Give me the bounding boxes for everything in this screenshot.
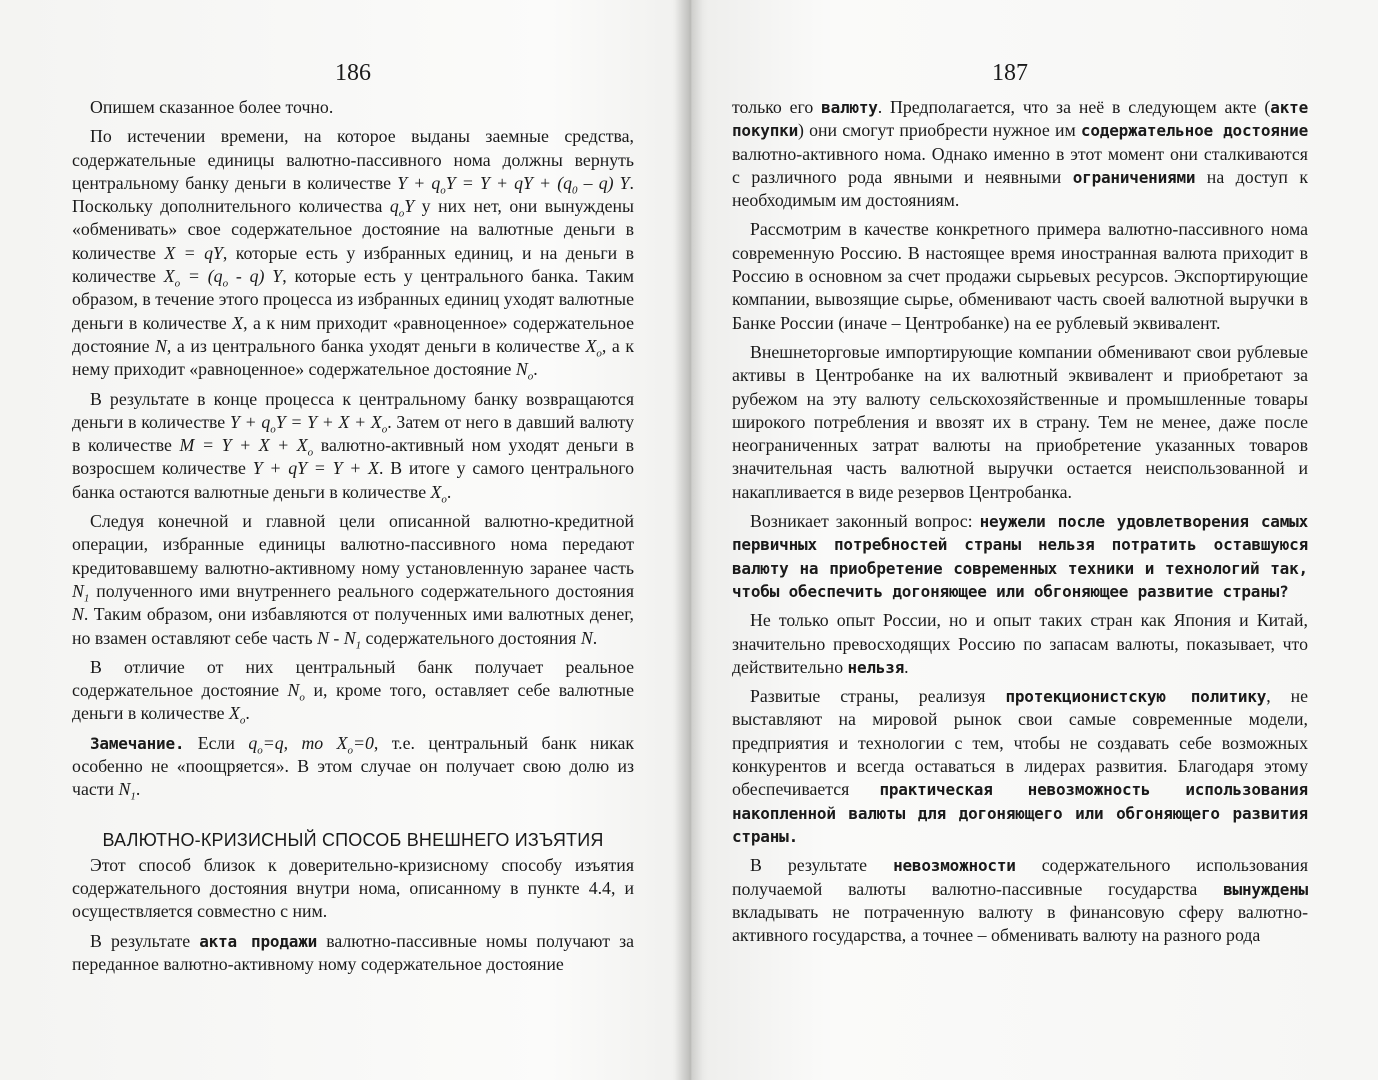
formula: Y = Y + X + X	[275, 411, 382, 432]
formula: N	[72, 604, 84, 625]
text-run: В отличие от них центральный банк получает реальное содержательное достояние	[72, 656, 634, 701]
formula: Y + q	[229, 411, 271, 432]
paragraph	[72, 656, 634, 726]
text-run: Если	[184, 732, 249, 753]
subscript: o	[270, 423, 276, 436]
subscript: 0	[572, 184, 578, 197]
emphasis: неужели после удовлетворения самых первичных потребностей страны нельзя потратить оставшуюся валюту на приобретение современных техники и технологий так, чтобы обеспечить догоняющее или обгоняющее развитие страны?	[732, 512, 1308, 601]
formula: X	[163, 266, 175, 287]
text-run: .	[135, 779, 141, 800]
subscript: o	[398, 207, 405, 220]
subscript: 1	[83, 592, 90, 605]
paragraph	[72, 732, 634, 802]
subscript: 1	[130, 790, 136, 803]
emphasis: Замечание.	[90, 733, 185, 753]
subscript: o	[441, 493, 447, 506]
subscript: o	[257, 744, 263, 757]
formula: N	[580, 627, 593, 648]
right-page	[690, 0, 1378, 1080]
formula: X	[229, 703, 240, 724]
formula: q	[248, 732, 258, 753]
paragraph	[72, 510, 634, 650]
text-run: В результате	[750, 855, 894, 876]
text-run: валютно-пассивные номы получают за переданное валютно-активному ному содержательное достояние	[72, 930, 634, 974]
subscript: o	[222, 277, 229, 290]
formula: M = Y + X + X	[179, 435, 308, 456]
text-run: , т.е. центральный банк никак особенно не «поощряется». В этом случае он получает свою долю из части	[72, 732, 634, 800]
subscript: o	[381, 423, 388, 436]
text-run: валютно-активного нома. Однако именно в этот момент они сталкиваются с различного рода явными и неявными	[732, 143, 1308, 187]
text-run: .	[904, 656, 909, 677]
section-heading: ВАЛЮТНО-КРИЗИСНЫЙ СПОСОБ ВНЕШНЕГО ИЗЪЯТИЯ	[102, 829, 604, 850]
subscript: o	[347, 744, 353, 757]
paragraph: Рассмотрим в качестве конкретного примера валютно-пассивного нома современную Россию. В настоящее время иностранная валюта приходит в Россию в основном за счет продажи сырьевых ресурсов. Экспортирующие компании, вывозящие сырье, обменивают часть своей валютной выручки в Банке России (иначе – Центробанке) на ее рублевый эквивалент.	[732, 219, 1308, 333]
text-run: , не выставляют на мировой рынок свои самые современные модели, предприятия и технологии с тем, чтобы не создавать себе возможных конкурентов и всегда оставаться в лидерах развития. Благодаря этому обеспечивается	[732, 686, 1308, 800]
emphasis: протекционистскую политику	[1005, 687, 1267, 707]
text-run: . Предполагается, что за неё в следующем акте (	[877, 97, 1271, 117]
text-run: Не только опыт России, но и опыт таких стран как Япония и Китай, значительно превосходящих Россию по запасам валюты, показывает, что действительно	[732, 610, 1308, 677]
emphasis: вынуждены	[1223, 879, 1308, 899]
formula: Y + qY = Y + X	[252, 458, 379, 479]
text-run: содержательного достояния	[361, 627, 581, 648]
paragraph: Этот способ близок к доверительно-кризисному способу изъятия содержательного достояния внутри нома, описанному в пункте 4.4, и осуществляется совместно с ним.	[72, 854, 634, 922]
text-run: , которые есть у центрального банка. Таким образом, в течение этого процесса из избранных единиц уходят валютные деньги в количестве	[72, 266, 634, 333]
text-run: и, кроме того, оставляет себе валютные деньги в количестве	[72, 680, 634, 724]
formula: X = qY	[164, 242, 223, 263]
formula: - q) Y	[228, 266, 283, 287]
emphasis: содержательное достояние	[1080, 121, 1309, 141]
text-run: .	[592, 627, 598, 648]
text-run: полученного ими внутреннего реального содержательного достояния	[89, 580, 634, 601]
subscript: o	[174, 277, 181, 290]
subscript: 1	[355, 639, 362, 652]
emphasis: невозможности	[893, 856, 1016, 876]
paragraph	[732, 854, 1308, 947]
text-run: В результате в конце процесса к центральному банку возвращаются деньги в количестве	[72, 388, 634, 432]
text-run: . В итоге у самого центрального банка остаются валютные деньги в количестве	[72, 458, 635, 502]
emphasis: валюту	[821, 98, 878, 117]
emphasis: акте покупки	[732, 98, 1309, 141]
formula: X	[585, 335, 597, 356]
text-run: . Затем от него в давший валюту в количестве	[72, 411, 635, 456]
subscript: o	[239, 714, 246, 727]
text-run: По истечении времени, на которое выданы заемные средства, содержательные единицы валютно-пассивного нома должны вернуть центральному банку деньги в количестве	[72, 126, 634, 193]
text-run: Возникает законный вопрос:	[750, 511, 980, 532]
text-run: , которые есть у избранных единиц, и на деньги в количестве	[72, 242, 634, 287]
paragraph: Опишем сказанное более точно.	[90, 97, 334, 117]
page-number: 187	[992, 60, 1028, 86]
text-run: , а из центрального банка уходят деньги в количестве	[166, 335, 586, 356]
text-run: В результате	[90, 930, 200, 951]
text-run: , а к ним приходит «равноценное» содержательное достояние	[72, 312, 635, 356]
text-run: у них нет, они вынуждены «обменивать» свое содержательное достояние на валютные деньги в количестве	[72, 196, 634, 263]
paragraph	[732, 609, 1308, 679]
subscript: o	[596, 347, 602, 360]
formula: Y	[404, 196, 415, 217]
emphasis: нельзя	[847, 657, 905, 677]
subscript: o	[299, 691, 305, 704]
text-run: .	[245, 703, 250, 724]
formula: X	[232, 312, 244, 333]
paragraph	[732, 510, 1308, 603]
paragraph	[732, 96, 1308, 212]
left-page	[0, 0, 688, 1080]
text-run: .	[533, 359, 538, 380]
text-run: только его	[732, 97, 822, 117]
text-run: , а к нему приходит «равноценное» содержательное достояние	[72, 335, 634, 380]
subscript: o	[307, 446, 314, 459]
text-run: на доступ к необходимым им достояниям.	[732, 166, 1308, 211]
formula: N	[287, 680, 300, 701]
formula: N	[118, 779, 131, 800]
text-run: . Таким образом, они избавляются от полученных ими валютных денег, но взамен оставляют себе часть	[72, 604, 634, 648]
emphasis: ограничениями	[1072, 167, 1196, 187]
formula: N	[72, 580, 84, 601]
paragraph	[732, 685, 1308, 848]
formula: Y = Y + qY + (q	[445, 172, 573, 193]
formula: q	[389, 196, 399, 217]
text-run: содержательного использования получаемой валюты валютно-пассивные государства	[732, 855, 1308, 899]
subscript: o	[527, 370, 534, 383]
formula: =0	[352, 732, 374, 753]
text-run: .	[446, 481, 452, 502]
subscript: o	[440, 184, 446, 197]
text-run: . Поскольку дополнительного количества	[72, 172, 634, 217]
formula: = (q	[180, 266, 223, 287]
text-run: валютно-активный ном уходят деньги в возросшем количестве	[72, 435, 635, 479]
formula: Y + q	[397, 172, 441, 193]
formula: X	[430, 481, 442, 502]
formula: N	[155, 335, 167, 356]
formula: – q) Y	[577, 172, 630, 193]
left-page-body-after-heading	[72, 854, 634, 976]
text-run: Следуя конечной и главной цели описанной валютно-кредитной операции, избранные единицы валютно-пассивного нома передают кредитовавшему валютно-активному ному установленную заранее часть	[72, 511, 634, 578]
formula: N - N	[317, 627, 356, 648]
emphasis: практическая невозможность использования накопленной валюты для догоняющего или обгоняющего развития страны.	[732, 780, 1308, 846]
formula: N	[515, 359, 528, 380]
text-run: Развитые страны, реализуя	[750, 686, 1006, 707]
paragraph: Внешнеторговые импортирующие компании обменивают свои рублевые активы в Центробанке на их валютный эквивалент и приобретают за рубежом на эту валюту сельскохозяйственные и промышленные товары широкого потребления и ввозят их в страну. Тем не менее, даже после неограниченных затрат валюты на приобретение указанных товаров значительная часть валютной выручки остается неиспользованной и накапливается в виде резервов Центробанка.	[732, 341, 1308, 502]
text-run: вкладывать не потраченную валюту в финансовую сферу валютно-активного государства, а точнее – обменивать валюту на разного рода	[732, 901, 1308, 946]
paragraph	[72, 125, 634, 381]
text-run: ) они смогут приобрести нужное им	[798, 120, 1081, 141]
emphasis: акта продажи	[199, 931, 318, 951]
formula: =q, то X	[262, 732, 348, 753]
paragraph	[72, 930, 634, 977]
page-number: 186	[335, 60, 371, 86]
paragraph	[72, 388, 634, 504]
right-page-body	[732, 96, 1308, 947]
left-page-body	[72, 96, 634, 802]
